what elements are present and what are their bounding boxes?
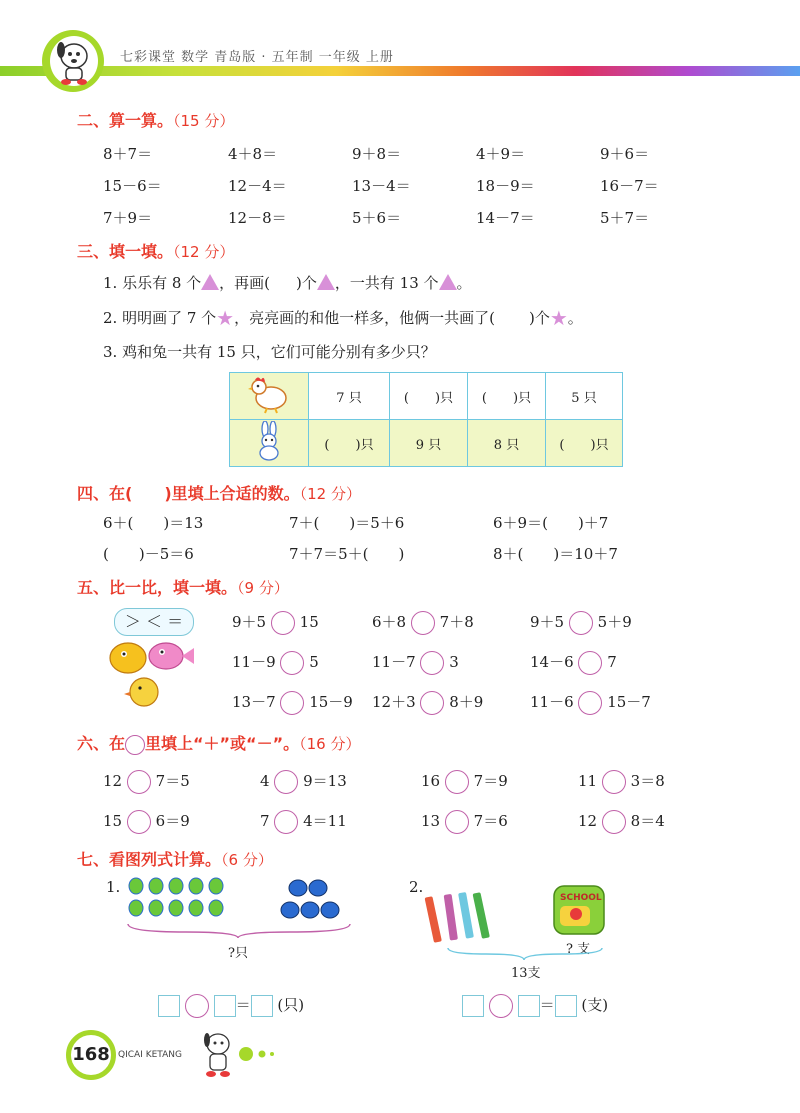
- calc-item: 12－8＝: [228, 209, 287, 227]
- q1-text-b: ，再画(: [219, 274, 271, 292]
- section-7-points: （6 分）: [221, 851, 273, 869]
- answer-circle[interactable]: [185, 994, 209, 1018]
- sign-right: 7＝6: [473, 812, 508, 830]
- unit-label: (支): [581, 996, 609, 1014]
- calc-item: 12－4＝: [228, 177, 287, 195]
- calc-item: 8＋7＝: [103, 145, 153, 163]
- section-6-heading: [77, 731, 360, 755]
- compare-right: 15: [299, 613, 319, 631]
- header-title: 七彩课堂 数学 青岛版 · 五年制 一年级 上册: [120, 50, 394, 65]
- section-6-points: （16 分）: [299, 735, 361, 753]
- compare-right: 5: [309, 653, 319, 671]
- sign-left: 13: [421, 812, 441, 830]
- problem-2-total-label: 13支: [511, 966, 541, 981]
- answer-circle[interactable]: [578, 691, 602, 715]
- compare-left: 9＋5: [530, 613, 565, 631]
- equals-sign: ＝: [539, 996, 555, 1014]
- fill-number-item[interactable]: 7＋( )＝5＋6: [289, 514, 405, 532]
- answer-circle[interactable]: [489, 994, 513, 1018]
- fill-number-item[interactable]: 6＋9＝( )＋7: [493, 514, 609, 532]
- section-6-title-b: 里填上“＋”或“－”。: [145, 734, 300, 753]
- calc-item: 18－9＝: [476, 177, 535, 195]
- sign-item: [421, 770, 508, 794]
- symbol-bubble: ＞ ＜ ＝: [114, 608, 194, 636]
- sign-left: 4: [260, 772, 270, 790]
- compare-left: 13－7: [232, 693, 276, 711]
- star-icon: ★: [549, 306, 568, 330]
- section-2-heading: [77, 108, 234, 131]
- calc-item: 4＋9＝: [476, 145, 526, 163]
- fill-number-item[interactable]: 6＋( )＝13: [103, 514, 204, 532]
- q1-text-a: 1. 乐乐有 8 个: [103, 274, 202, 292]
- compare-left: 11－9: [232, 653, 276, 671]
- sign-left: 12: [578, 812, 598, 830]
- sign-item: [260, 810, 347, 834]
- answer-circle[interactable]: [602, 810, 626, 834]
- compare-item: [232, 691, 353, 715]
- compare-item: [372, 651, 459, 675]
- answer-circle[interactable]: [271, 611, 295, 635]
- rabbit-icon: [230, 420, 309, 467]
- problem-1-label: ?只: [228, 946, 248, 961]
- answer-circle[interactable]: [411, 611, 435, 635]
- sign-right: 6＝9: [155, 812, 190, 830]
- rabbit-count-cell[interactable]: ( )只: [546, 420, 623, 467]
- sign-right: 4＝11: [303, 812, 347, 830]
- compare-right: 15－7: [607, 693, 651, 711]
- equals-sign: ＝: [235, 996, 251, 1014]
- compare-left: 11－7: [372, 653, 416, 671]
- section-2-points: （15 分）: [173, 112, 235, 130]
- chicken-count-cell[interactable]: ( )只: [468, 373, 546, 420]
- answer-circle[interactable]: [274, 810, 298, 834]
- answer-circle[interactable]: [445, 810, 469, 834]
- answer-box[interactable]: [462, 995, 484, 1017]
- rabbit-count-cell[interactable]: 8 只: [468, 420, 546, 467]
- calc-item: 4＋8＝: [228, 145, 278, 163]
- sign-right: 9＝13: [303, 772, 347, 790]
- calc-item: 5＋6＝: [352, 209, 402, 227]
- fish-chick-illustration: [104, 606, 196, 710]
- calc-item: 9＋8＝: [352, 145, 402, 163]
- section-6-title-a: 六、在: [77, 734, 126, 753]
- compare-right: 3: [449, 653, 459, 671]
- calc-item: 9＋6＝: [600, 145, 650, 163]
- section-4-heading: [77, 481, 361, 504]
- answer-circle[interactable]: [569, 611, 593, 635]
- calc-item: 13－4＝: [352, 177, 411, 195]
- school-bag-icon: [548, 876, 612, 938]
- bag-text: SCHOOL: [560, 893, 602, 903]
- q2-text-b: ，亮亮画的和他一样多，他俩一共画了(: [234, 309, 495, 327]
- q2-text-d: 。: [567, 309, 583, 327]
- section-4-points: （12 分）: [299, 485, 361, 503]
- section-3-points: （12 分）: [173, 243, 235, 261]
- compare-right: 7: [607, 653, 617, 671]
- answer-circle[interactable]: [274, 770, 298, 794]
- sign-item: [260, 770, 347, 794]
- q2-text-c: )个: [528, 309, 550, 327]
- calc-item: 15－6＝: [103, 177, 162, 195]
- compare-left: 12＋3: [372, 693, 416, 711]
- compare-item: [530, 691, 651, 715]
- section-5-title: 五、比一比，填一填。: [77, 578, 238, 597]
- triangle-icon: [201, 274, 219, 290]
- chicken-count-cell[interactable]: 7 只: [309, 373, 390, 420]
- calc-item: 5＋7＝: [600, 209, 650, 227]
- footer-mascot-icon: [198, 1028, 238, 1080]
- problem-1-number: 1.: [106, 878, 121, 896]
- q2-text-a: 2. 明明画了 7 个: [103, 309, 217, 327]
- compare-item: [372, 611, 474, 635]
- sign-right: 3＝8: [630, 772, 665, 790]
- answer-circle[interactable]: [280, 691, 304, 715]
- sign-item: [578, 770, 665, 794]
- answer-box[interactable]: [518, 995, 540, 1017]
- sign-left: 12: [103, 772, 123, 790]
- answer-circle[interactable]: [420, 691, 444, 715]
- compare-right: 8＋9: [449, 693, 484, 711]
- compare-item: [232, 651, 319, 675]
- chicken-rabbit-table: [229, 372, 623, 467]
- fill-number-item[interactable]: 8＋( )＝10＋7: [493, 545, 618, 563]
- compare-left: 11－6: [530, 693, 574, 711]
- sign-item: [103, 810, 190, 834]
- answer-circle[interactable]: [280, 651, 304, 675]
- fill-question-3: 3. 鸡和兔一共有 15 只，它们可能分别有多少只？: [103, 343, 436, 361]
- section-7-title: 七、看图列式计算。: [77, 850, 222, 869]
- sign-left: 11: [578, 772, 598, 790]
- section-5-points: （9 分）: [237, 579, 289, 597]
- calc-item: 16－7＝: [600, 177, 659, 195]
- rabbit-count-cell[interactable]: ( )只: [309, 420, 390, 467]
- answer-box[interactable]: [158, 995, 180, 1017]
- star-icon: ★: [216, 306, 235, 330]
- calc-item: 14－7＝: [476, 209, 535, 227]
- footer-brand: QICAI KETANG: [118, 1050, 182, 1060]
- triangle-icon: [317, 274, 335, 290]
- header-color-band: [0, 66, 800, 76]
- problem-2-brace: [446, 946, 606, 960]
- problem-2-number: 2.: [409, 878, 424, 896]
- unit-label: (只): [277, 996, 305, 1014]
- pencils-illustration: [428, 888, 508, 948]
- q1-text-c: )个: [296, 274, 317, 292]
- compare-right: 5＋9: [597, 613, 632, 631]
- fill-number-item[interactable]: ( )－5＝6: [103, 545, 194, 563]
- compare-item: [372, 691, 483, 715]
- chicken-count-cell[interactable]: ( )只: [390, 373, 468, 420]
- answer-box[interactable]: [251, 995, 273, 1017]
- answer-circle[interactable]: [602, 770, 626, 794]
- answer-circle[interactable]: [445, 770, 469, 794]
- fill-number-item[interactable]: 7＋7＝5＋( ): [289, 545, 405, 563]
- section-4-title: 四、在( )里填上合适的数。: [77, 484, 300, 503]
- footer-dots: [238, 1046, 278, 1062]
- sign-left: 15: [103, 812, 123, 830]
- circle-icon: [125, 735, 145, 755]
- dog-mascot-icon: [50, 36, 98, 86]
- answer-circle[interactable]: [578, 651, 602, 675]
- equation-2: [462, 994, 608, 1018]
- answer-circle[interactable]: [127, 770, 151, 794]
- section-2-title: 二、算一算。: [77, 111, 174, 130]
- butterflies-illustration: [126, 876, 356, 938]
- sign-item: [103, 770, 190, 794]
- rabbit-count-cell[interactable]: 9 只: [390, 420, 468, 467]
- section-3-heading: [77, 239, 234, 262]
- section-5-heading: [77, 575, 289, 598]
- answer-box[interactable]: [555, 995, 577, 1017]
- chicken-count-cell[interactable]: 5 只: [546, 373, 623, 420]
- section-3-title: 三、填一填。: [77, 242, 174, 261]
- equation-1: [158, 994, 304, 1018]
- compare-item: [232, 611, 319, 635]
- compare-item: [530, 651, 617, 675]
- section-7-heading: [77, 847, 273, 870]
- compare-right: 15－9: [309, 693, 353, 711]
- page-number: 168: [66, 1030, 116, 1080]
- triangle-icon: [439, 274, 457, 290]
- fill-question-1: [103, 272, 472, 293]
- compare-item: [530, 611, 632, 635]
- problem-2-question-label: ? 支: [566, 942, 591, 957]
- sign-right: 8＝4: [630, 812, 665, 830]
- fill-question-2: [103, 306, 583, 330]
- q1-text-d: ，一共有 13 个: [334, 274, 439, 292]
- sign-right: 7＝9: [473, 772, 508, 790]
- sign-left: 16: [421, 772, 441, 790]
- answer-circle[interactable]: [420, 651, 444, 675]
- q1-text-e: 。: [456, 274, 472, 292]
- sign-right: 7＝5: [155, 772, 190, 790]
- sign-item: [578, 810, 665, 834]
- sign-item: [421, 810, 508, 834]
- answer-circle[interactable]: [127, 810, 151, 834]
- compare-left: 6＋8: [372, 613, 407, 631]
- chicken-icon: [230, 373, 309, 420]
- compare-left: 9＋5: [232, 613, 267, 631]
- sign-left: 7: [260, 812, 270, 830]
- calc-item: 7＋9＝: [103, 209, 153, 227]
- answer-box[interactable]: [214, 995, 236, 1017]
- compare-left: 14－6: [530, 653, 574, 671]
- compare-right: 7＋8: [439, 613, 474, 631]
